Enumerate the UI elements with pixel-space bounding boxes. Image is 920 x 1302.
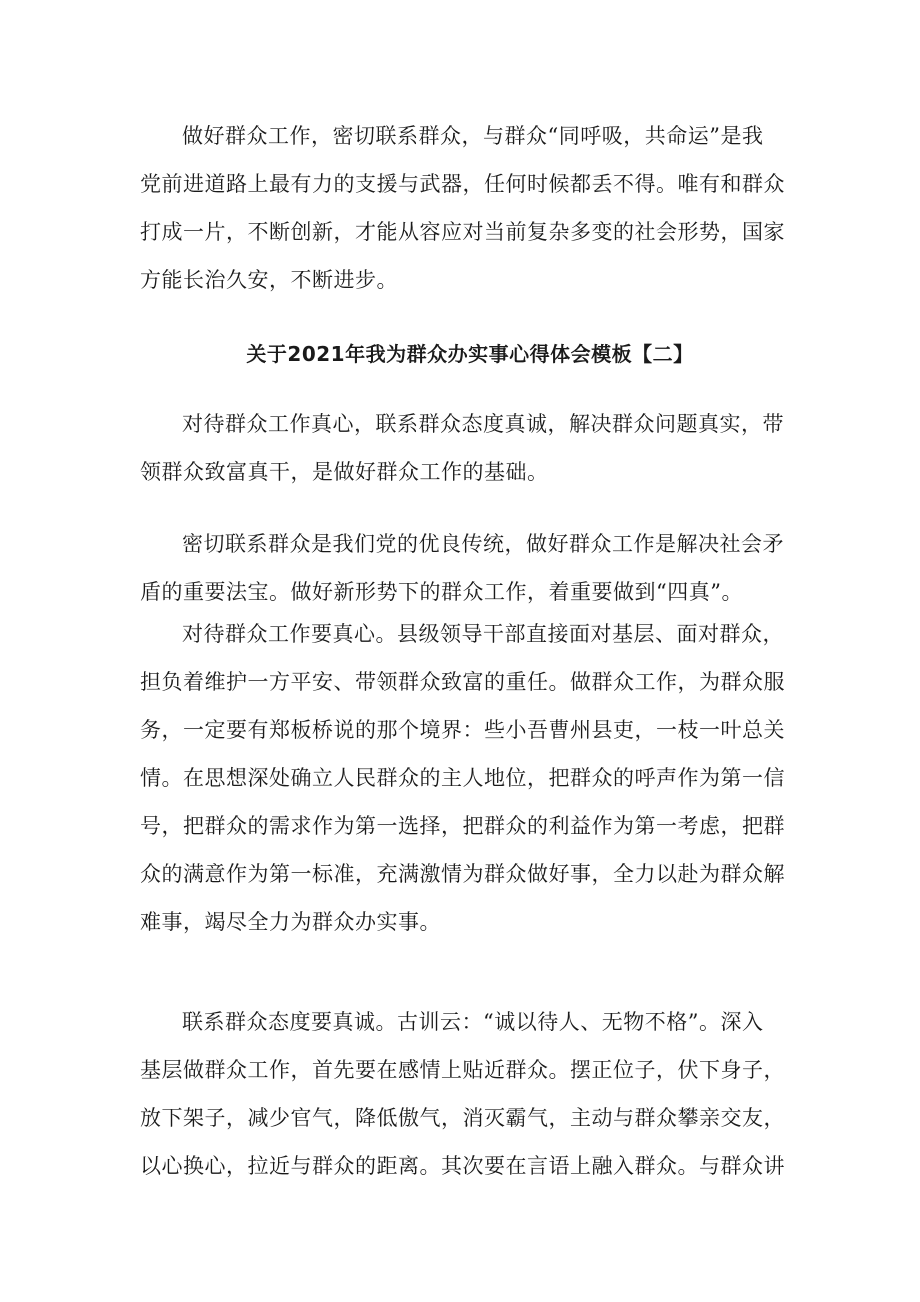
paragraph-line: 方能长治久安，不断进步。: [140, 268, 398, 292]
paragraph-line: 难事，竭尽全力为群众办实事。: [140, 910, 441, 934]
paragraph-line: 担负着维护一方平安、带领群众致富的重任。做群众工作，为群众服: [140, 670, 785, 694]
paragraph-1: [140, 400, 800, 496]
paragraph-line: 放下架子，减少官气，降低傲气，消灭霸气，主动与群众攀亲交友，: [140, 1106, 785, 1130]
paragraph-line: 基层做群众工作，首先要在感情上贴近群众。摆正位子，伏下身子，: [140, 1058, 785, 1082]
paragraph-line: 做好群众工作，密切联系群众，与群众“同呼吸，共命运”是我: [182, 124, 764, 148]
paragraph-line: 党前进道路上最有力的支援与武器，任何时候都丢不得。唯有和群众: [140, 172, 785, 196]
paragraph-line: 盾的重要法宝。做好新形势下的群众工作，着重要做到“四真”。: [140, 580, 743, 604]
paragraph-line: 务，一定要有郑板桥说的那个境界：些小吾曹州县吏，一枝一叶总关: [140, 718, 785, 742]
paragraph-3: [140, 610, 800, 946]
paragraph-line: 号，把群众的需求作为第一选择，把群众的利益作为第一考虑，把群: [140, 814, 785, 838]
paragraph-line: 打成一片，不断创新，才能从容应对当前复杂多变的社会形势，国家: [140, 220, 785, 244]
paragraph-line: 联系群众态度要真诚。古训云：“诚以待人、无物不格”。深入: [182, 1010, 764, 1034]
paragraph-line: 众的满意作为第一标准，充满激情为群众做好事，全力以赴为群众解: [140, 862, 785, 886]
section-heading: 关于2021年我为群众办实事心得体会模板【二】: [246, 342, 694, 366]
paragraph-line: 领群众致富真干，是做好群众工作的基础。: [140, 460, 549, 484]
intro-paragraph: [140, 112, 800, 304]
paragraph-line: 以心换心，拉近与群众的距离。其次要在言语上融入群众。与群众讲: [140, 1154, 785, 1178]
paragraph-4: [140, 998, 800, 1190]
paragraph-line: 密切联系群众是我们党的优良传统，做好群众工作是解决社会矛: [182, 532, 784, 556]
paragraph-2: [140, 520, 800, 616]
paragraph-line: 情。在思想深处确立人民群众的主人地位，把群众的呼声作为第一信: [140, 766, 785, 790]
paragraph-line: 对待群众工作要真心。县级领导干部直接面对基层、面对群众，: [182, 622, 784, 646]
paragraph-line: 对待群众工作真心，联系群众态度真诚，解决群众问题真实，带: [182, 412, 784, 436]
